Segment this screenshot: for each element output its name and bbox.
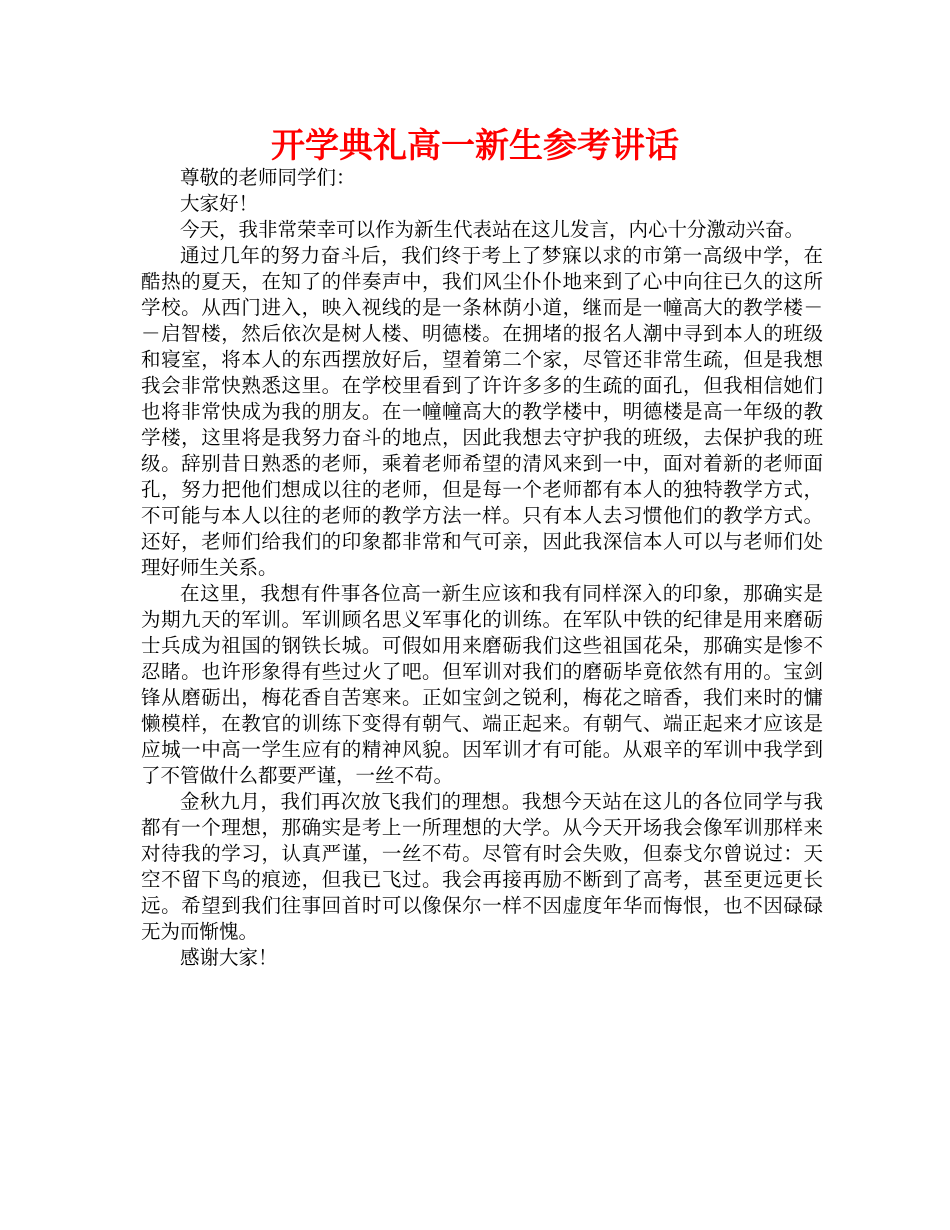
body-paragraph: 今天，我非常荣幸可以作为新生代表站在这儿发言，内心十分激动兴奋。	[180, 218, 805, 241]
greeting: 大家好！	[180, 192, 259, 215]
document-title: 开学典礼高一新生参考讲话	[271, 126, 679, 166]
document-body	[141, 165, 823, 971]
closing: 感谢大家！	[180, 946, 278, 969]
body-paragraph: 在这里，我想有件事各位高一新生应该和我有同样深入的印象，那确实是为期九天的军训。军训顾名思义军事化的训练。在军队中铁的纪律是用来磨砺士兵成为祖国的钢铁长城。可假如用来磨砺我们这些祖国花朵，那确实是惨不忍睹。也许形象得有些过火了吧。但军训对我们的磨砺毕竟依然有用的。宝剑锋从磨砺出，梅花香自苦寒来。正如宝剑之锐利，梅花之暗香，我们来时的慵懒模样，在教官的训练下变得有朝气、端正起来。有朝气、端正起来才应该是应城一中高一学生应有的精神风貌。因军训才有可能。从艰辛的军训中我学到了不管做什么都要严谨，一丝不苟。	[141, 582, 823, 787]
body-paragraph: 金秋九月，我们再次放飞我们的理想。我想今天站在这儿的各位同学与我都有一个理想，那确实是考上一所理想的大学。从今天开场我会像军训那样来对待我的学习，认真严谨，一丝不苟。尽管有时会失败，但泰戈尔曾说过：天空不留下鸟的痕迹，但我已飞过。我会再接再励不断到了高考，甚至更远更长远。希望到我们往事回首时可以像保尔一样不因虚度年华而悔恨，也不因碌碌无为而惭愧。	[141, 790, 823, 943]
salutation: 尊敬的老师同学们：	[180, 166, 356, 189]
body-paragraph: 通过几年的努力奋斗后，我们终于考上了梦寐以求的市第一高级中学，在酷热的夏天，在知了的伴奏声中，我们风尘仆仆地来到了心中向往已久的这所学校。从西门进入，映入视线的是一条林荫小道，继而是一幢高大的教学楼－－启智楼，然后依次是树人楼、明德楼。在拥堵的报名人潮中寻到本人的班级和寝室，将本人的东西摆放好后，望着第二个家，尽管还非常生疏，但是我想我会非常快熟悉这里。在学校里看到了许许多多的生疏的面孔，但我相信她们也将非常快成为我的朋友。在一幢幢高大的教学楼中，明德楼是高一年级的教学楼，这里将是我努力奋斗的地点，因此我想去守护我的班级，去保护我的班级。辞别昔日熟悉的老师，乘着老师希望的清风来到一中，面对着新的老师面孔，努力把他们想成以往的老师，但是每一个老师都有本人的独特教学方式，不可能与本人以往的老师的教学方法一样。只有本人去习惯他们的教学方式。还好，老师们给我们的印象都非常和气可亲，因此我深信本人可以与老师们处理好师生关系。	[141, 244, 823, 579]
